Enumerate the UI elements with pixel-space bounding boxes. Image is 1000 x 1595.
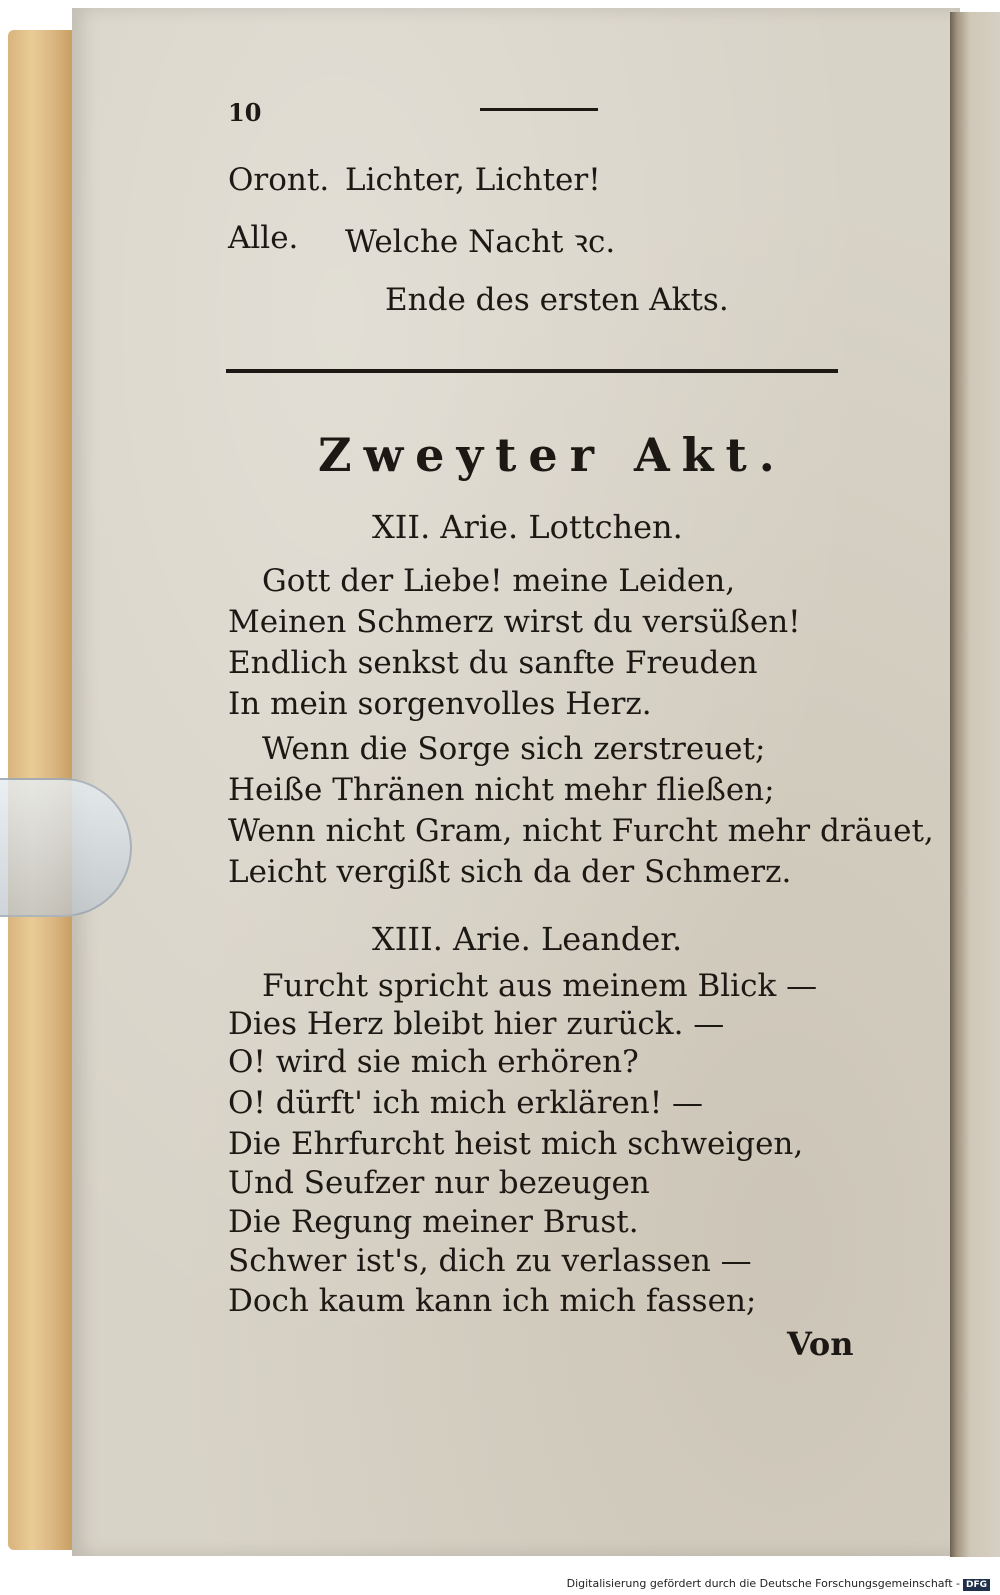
footer-credit xyxy=(567,1577,990,1591)
verse-line: Die Regung meiner Brust. xyxy=(228,1204,639,1240)
speaker-oront: Oront. xyxy=(228,162,330,198)
line-alle: Welche Nacht ꝛc. xyxy=(345,224,616,260)
verse-line: Leicht vergißt sich da der Schmerz. xyxy=(228,854,792,890)
verse-line: Dies Herz bleibt hier zurück. — xyxy=(228,1006,725,1042)
aria-heading: XII. Arie. Lottchen. xyxy=(372,508,683,546)
footer-text: Digitalisierung gefördert durch die Deutsche Forschungsgemeinschaft - xyxy=(566,1577,960,1590)
verse-line: Und Seufzer nur bezeugen xyxy=(228,1165,650,1201)
verse-line: Schwer ist's, dich zu verlassen — xyxy=(228,1243,752,1279)
verse-line: In mein sorgenvolles Herz. xyxy=(228,686,652,722)
verse-line: Endlich senkst du sanfte Freuden xyxy=(228,645,758,681)
verse-line: Gott der Liebe! meine Leiden, xyxy=(262,563,736,599)
act-end: Ende des ersten Akts. xyxy=(385,282,729,318)
verse-line: Wenn die Sorge sich zerstreuet; xyxy=(262,731,766,767)
aria-heading: XIII. Arie. Leander. xyxy=(372,920,683,958)
act-title: Zweyter Akt. xyxy=(318,428,787,482)
page-number: 10 xyxy=(228,98,262,127)
line-oront: Lichter, Lichter! xyxy=(345,162,601,198)
verse-line: O! dürft' ich mich erklären! — xyxy=(228,1085,704,1121)
section-rule xyxy=(226,369,838,373)
verse-line: Heiße Thränen nicht mehr fließen; xyxy=(228,772,775,808)
next-page-edge xyxy=(950,12,1000,1557)
verse-line: O! wird sie mich erhören? xyxy=(228,1044,639,1080)
verse-line: Furcht spricht aus meinem Blick — xyxy=(262,968,818,1004)
verse-line: Die Ehrfurcht heist mich schweigen, xyxy=(228,1126,804,1162)
catchword: Von xyxy=(787,1325,854,1363)
verse-line: Doch kaum kann ich mich fassen; xyxy=(228,1283,757,1319)
verse-line: Wenn nicht Gram, nicht Furcht mehr dräuet, xyxy=(228,813,934,849)
verse-line: Meinen Schmerz wirst du versüßen! xyxy=(228,604,801,640)
header-rule xyxy=(480,108,598,111)
dfg-logo: DFG xyxy=(963,1579,990,1591)
speaker-alle: Alle. xyxy=(228,220,299,256)
